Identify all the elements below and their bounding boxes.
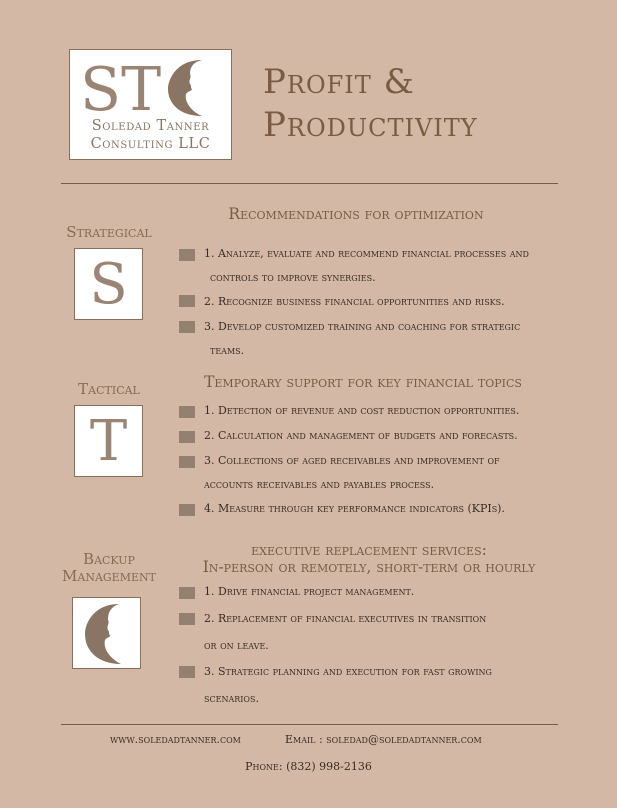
list-item-continued: controls to improve synergies.: [210, 271, 376, 284]
section-letter-box-s: [74, 248, 143, 320]
email-link[interactable]: Email : soledad@soledadtanner.com: [285, 733, 482, 746]
section-heading: Temporary support for key financial topics: [204, 373, 522, 391]
bullet-icon: [179, 431, 195, 443]
list-item: 2. Calculation and management of budgets and forecasts.: [204, 429, 518, 442]
section-letter: S: [89, 252, 128, 317]
section-label-tactical: Tactical: [78, 380, 140, 398]
bullet-icon: [179, 456, 195, 468]
section-letter-box-t: [74, 405, 143, 477]
page-title-line1: Profit &: [263, 62, 415, 102]
section-heading: Recommendations for optimization: [228, 205, 484, 223]
bullet-icon: [179, 587, 195, 599]
list-item: 1. Analyze, evaluate and recommend financial processes and: [204, 247, 529, 260]
list-item: 3. Collections of aged receivables and improvement of: [204, 454, 500, 467]
logo-name-line2: Consulting LLC: [90, 136, 211, 152]
list-item: 4. Measure through key performance indicators (KPIs).: [204, 502, 505, 515]
section-letter: T: [89, 409, 128, 474]
company-logo: [69, 49, 232, 160]
section-label-backup-line1: Backup: [83, 550, 135, 568]
list-item: 3. Develop customized training and coaching for strategic: [204, 320, 521, 333]
phone-number: Phone: (832) 998-2136: [245, 760, 372, 773]
bullet-icon: [179, 295, 195, 307]
section-label-backup-line2: Management: [62, 567, 156, 585]
website-link[interactable]: www.soledadtanner.com: [110, 733, 241, 746]
bullet-icon: [179, 666, 195, 678]
list-item-continued: scenarios.: [204, 692, 259, 705]
face-crescent-icon: [168, 60, 202, 116]
bullet-icon: [179, 406, 195, 418]
section-heading-line2: In-person or remotely, short-term or hourly: [202, 558, 536, 576]
face-crescent-icon: [73, 598, 140, 668]
stc-monogram: [80, 56, 220, 118]
bullet-icon: [179, 321, 195, 333]
section-heading-line1: executive replacement services:: [251, 541, 487, 559]
page-title-line2: Productivity: [263, 105, 478, 145]
bullet-icon: [179, 249, 195, 261]
divider: [61, 724, 558, 725]
list-item: 2. Recognize business financial opportunities and risks.: [204, 295, 505, 308]
list-item-continued: or on leave.: [204, 639, 269, 652]
bullet-icon: [179, 613, 195, 625]
list-item: 1. Detection of revenue and cost reduction opportunities.: [204, 404, 520, 417]
divider: [61, 183, 558, 184]
list-item-continued: accounts receivables and payables process.: [204, 478, 435, 491]
monogram-st: ST: [80, 56, 162, 118]
section-letter-box-c: [72, 597, 141, 669]
list-item: 1. Drive financial project management.: [204, 585, 415, 598]
section-label-strategical: Strategical: [66, 223, 152, 241]
logo-name-line1: Soledad Tanner: [91, 118, 210, 134]
list-item: 3. Strategic planning and execution for fast growing: [204, 665, 492, 678]
list-item: 2. Replacement of financial executives in transition: [204, 612, 487, 625]
bullet-icon: [179, 504, 195, 516]
list-item-continued: teams.: [210, 344, 245, 357]
